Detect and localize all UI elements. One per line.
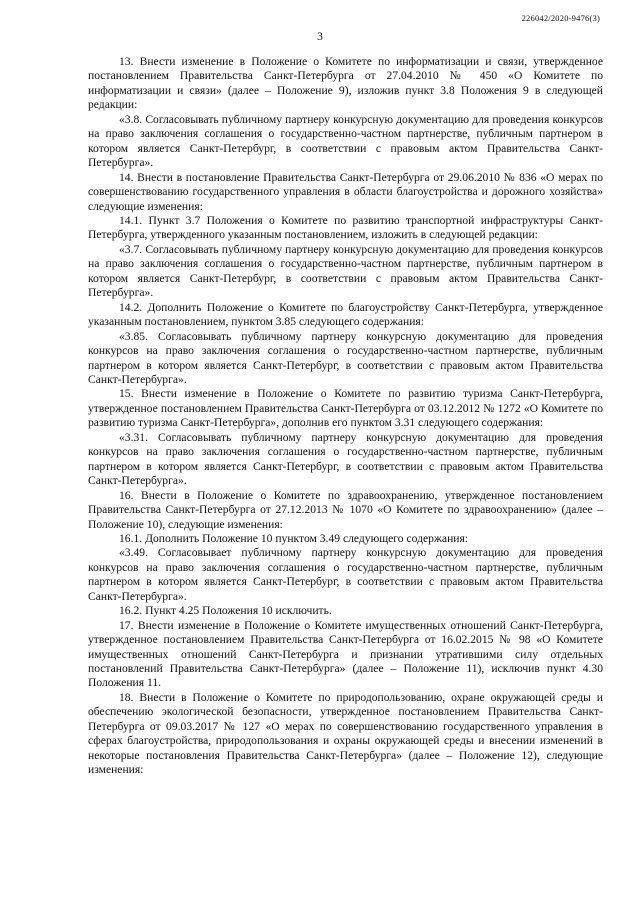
paragraph-15-quote: «3.31. Согласовывать публичному партнеру конкурсную документацию для проведения конкурсов на право заключения соглашения о государственно-частном партнерстве, публичным партнером в котором является Санкт-Петербург, в соответствии с правовым актом Правительства Санкт-Петербурга». bbox=[88, 430, 603, 488]
document-registration-number: 226042/2020-9476(3) bbox=[521, 13, 600, 23]
document-body bbox=[88, 55, 603, 778]
paragraph-13: 13. Внести изменение в Положение о Комитете по информатизации и связи, утвержденное постановлением Правительства Санкт-Петербурга от 27.04.2010 № 450 «О Комитете по информатизации и связи» (далее – Положение 9), изложив пункт 3.8 Положения 9 в следующей редакции: bbox=[88, 55, 603, 112]
paragraph-16-1: 16.1. Дополнить Положение 10 пунктом 3.49 следующего содержания: bbox=[119, 531, 469, 545]
paragraph-14-2: 14.2. Дополнить Положение о Комитете по благоустройству Санкт-Петербурга, утвержденное указанным постановлением, пунктом 3.85 следующего содержания: bbox=[88, 300, 603, 329]
paragraph-13-quote: «3.8. Согласовывать публичному партнеру конкурсную документацию для проведения конкурсов на право заключения соглашения о государственно-частном партнерстве, публичным партнером в котором является Санкт-Петербург, в соответствии с правовым актом Правительства Санкт-Петербурга». bbox=[88, 112, 603, 170]
paragraph-14-1: 14.1. Пункт 3.7 Положения о Комитете по развитию транспортной инфраструктуры Санкт-Петербурга, утвержденного указанным постановлением, изложить в следующей редакции: bbox=[88, 213, 603, 242]
paragraph-18: 18. Внести в Положение о Комитете по природопользованию, охране окружающей среды и обеспечению экологической безопасности, утвержденное постановлением Правительства Санкт-Петербурга от 09.03.2017 № 127 «О мерах по совершенствованию государственного управления в сферах благоустройства, природопользования и охраны окружающей среды и внесении изменений в некоторые постановления Правительства Санкт-Петербурга» (далее – Положение 12), следующие изменения: bbox=[88, 690, 603, 777]
paragraph-16-1-quote: «3.49. Согласовывает публичному партнеру конкурсную документацию для проведения конкурсов на право заключения соглашения о государственно-частном партнерстве, публичным партнером в котором является Санкт-Петербург, в соответствии с правовым актом Правительства Санкт-Петербурга». bbox=[88, 546, 603, 603]
paragraph-17: 17. Внести изменение в Положение о Комитете имущественных отношений Санкт-Петербурга, утвержденное постановлением Правительства Санкт-Петербурга от 16.02.2015 № 98 «О Комитете имущественных отношений Санкт-Петербурга и признании утратившими силу отдельных постановлений Правительства Санкт-Петербурга» (далее – Положение 11), исключив пункт 4.30 Положения 11. bbox=[88, 618, 603, 690]
paragraph-14: 14. Внести в постановление Правительства Санкт-Петербурга от 29.06.2010 № 836 «О мерах по совершенствованию государственного управления в области благоустройства и дорожного хозяйства» следующие изменения: bbox=[88, 170, 603, 213]
page-number: 3 bbox=[317, 31, 323, 43]
paragraph-14-2-quote: «3.85. Согласовывать публичному партнеру конкурсную документацию для проведения конкурсов на право заключения соглашения о государственно-частном партнерстве, публичным партнером в котором является Санкт-Петербург, в соответствии с правовым актом Правительства Санкт-Петербурга». bbox=[88, 329, 603, 386]
paragraph-16-2: 16.2. Пункт 4.25 Положения 10 исключить. bbox=[119, 604, 332, 618]
paragraph-14-1-quote: «3.7. Согласовывать публичному партнеру конкурсную документацию для проведения конкурсов на право заключения соглашения о государственно-частном партнерстве, публичным партнером в котором является Санкт-Петербург, в соответствии с правовым актом Правительства Санкт-Петербурга». bbox=[88, 242, 603, 300]
paragraph-16: 16. Внести в Положение о Комитете по здравоохранению, утвержденное постановлением Правительства Санкт-Петербурга от 27.12.2013 № 1070 «О Комитете по здравоохранению» (далее – Положение 10), следующие изменения: bbox=[88, 488, 603, 531]
paragraph-15: 15. Внести изменение в Положение о Комитете по развитию туризма Санкт-Петербурга, утвержденное постановлением Правительства Санкт-Петербурга от 03.12.2012 № 1272 «О Комитете по развитию туризма Санкт-Петербурга», дополнив его пунктом 3.31 следующего содержания: bbox=[88, 387, 603, 430]
